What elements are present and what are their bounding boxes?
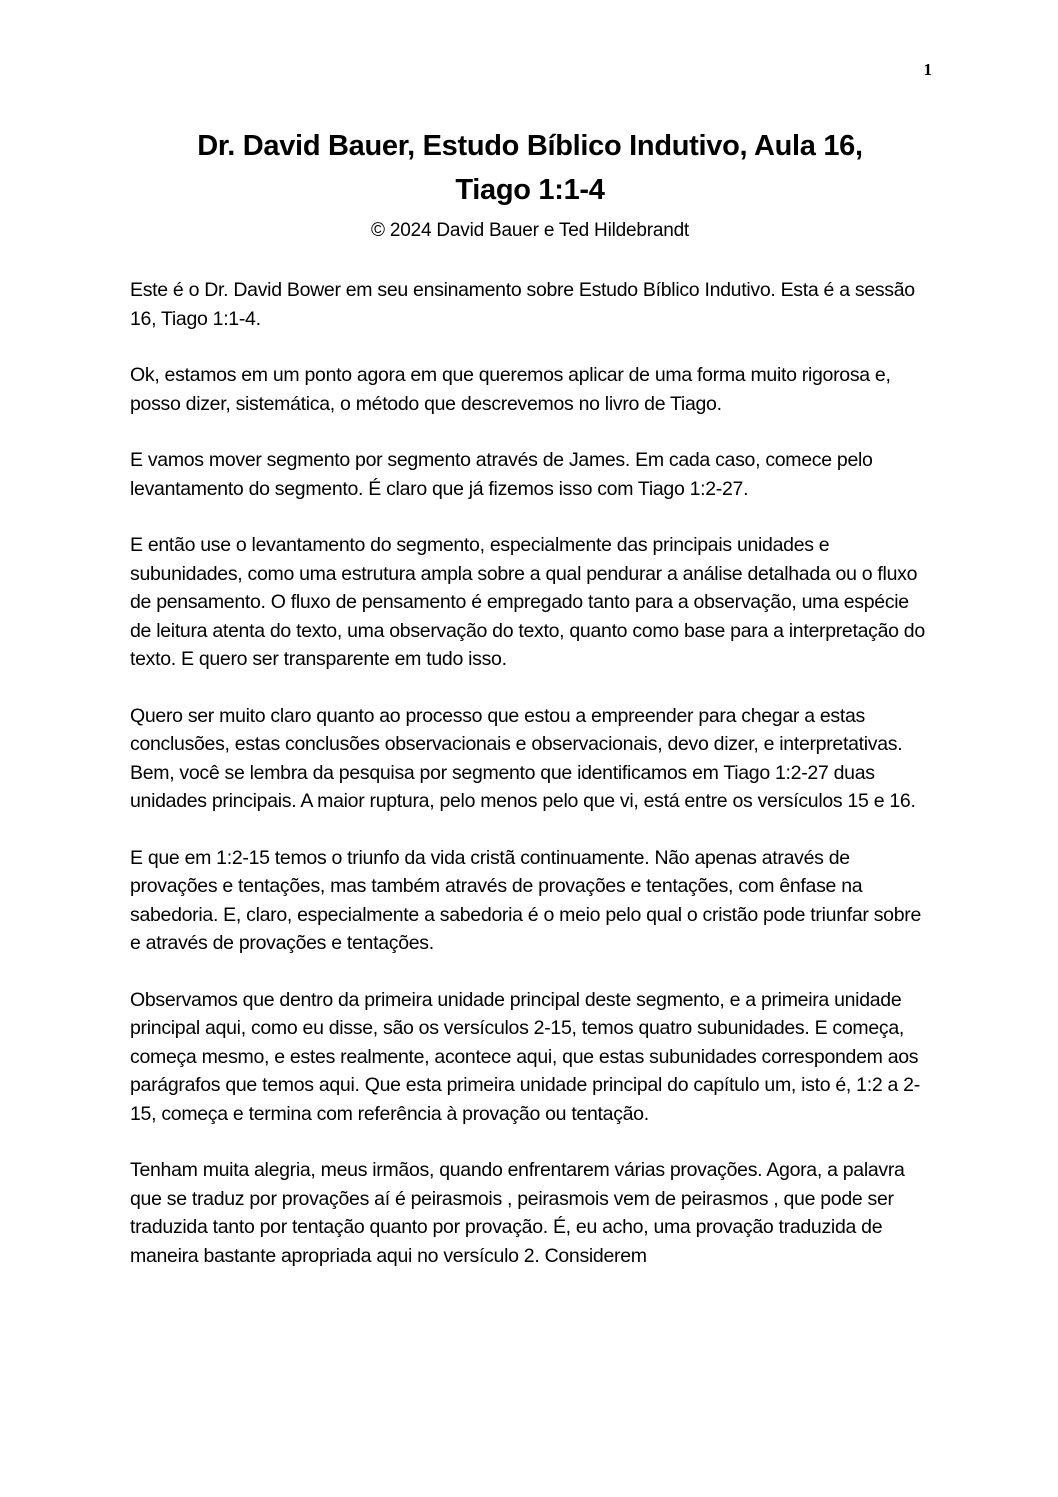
paragraph-8: Tenham muita alegria, meus irmãos, quando enfrentarem várias provações. Agora, a palavra que se traduz por provações aí é peirasmois , peirasmois vem de peirasmos , que pode ser traduzida tanto por tentação quanto por provação. É, eu acho, uma provação traduzida de maneira bastante apropriada aqui no versículo 2. Considerem [130,1159,905,1267]
document-title [130,124,930,212]
title-line-2: Tiago 1:1-4 [455,174,605,206]
paragraph-5: Quero ser muito claro quanto ao processo que estou a empreender para chegar a estas conclusões, estas conclusões observacionais e observacionais, devo dizer, e interpretativas. Bem, você se lembra da pesquisa por segmento que identificamos em Tiago 1:2-27 duas unidades principais. A maior ruptura, pelo menos pelo que vi, está entre os versículos 15 e 16. [130,704,916,812]
paragraph-6: E que em 1:2-15 temos o triunfo da vida cristã continuamente. Não apenas através de provações e tentações, mas também através de provações e tentações, com ênfase na sabedoria. E, claro, especialmente a sabedoria é o meio pelo qual o cristão pode triunfar sobre e através de provações e tentações. [130,846,921,954]
paragraph-2: Ok, estamos em um ponto agora em que queremos aplicar de uma forma muito rigorosa e, posso dizer, sistemática, o método que descrevemos no livro de Tiago. [130,364,891,415]
document-body [130,276,930,1270]
paragraph-1: Este é o Dr. David Bower em seu ensinamento sobre Estudo Bíblico Indutivo. Esta é a sessão 16, Tiago 1:1-4. [130,279,915,330]
paragraph-4: E então use o levantamento do segmento, especialmente das principais unidades e subunidades, como uma estrutura ampla sobre a qual pendurar a análise detalhada ou o fluxo de pensamento. O fluxo de pensamento é empregado tanto para a observação, uma espécie de leitura atenta do texto, uma observação do texto, quanto como base para a interpretação do texto. E quero ser transparente em tudo isso. [130,534,925,670]
title-line-1: Dr. David Bauer, Estudo Bíblico Indutivo, Aula 16, [197,130,863,162]
copyright-line: © 2024 David Bauer e Ted Hildebrandt [370,220,690,241]
paragraph-7: Observamos que dentro da primeira unidade principal deste segmento, e a primeira unidade principal aqui, como eu disse, são os versículos 2-15, temos quatro subunidades. E começa, começa mesmo, e estes realmente, acontece aqui, que estas subunidades correspondem aos parágrafos que temos aqui. Que esta primeira unidade principal do capítulo um, isto é, 1:2 a 2-15, começa e termina com referência à provação ou tentação. [130,988,920,1125]
page-number: 1 [923,60,932,79]
paragraph-3: E vamos mover segmento por segmento através de James. Em cada caso, comece pelo levantamento do segmento. É claro que já fizemos isso com Tiago 1:2-27. [130,449,873,500]
